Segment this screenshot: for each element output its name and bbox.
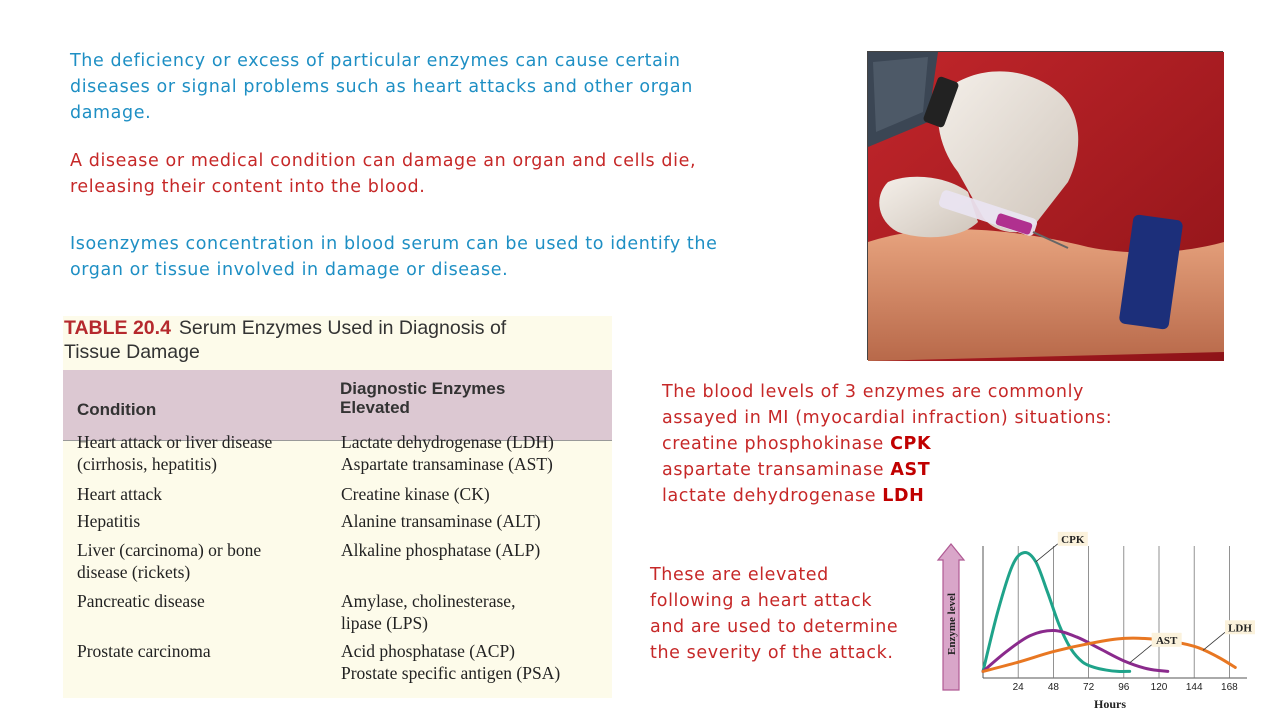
series-label-ldh: LDH bbox=[1228, 622, 1252, 635]
cell-line: Liver (carcinoma) or bone bbox=[77, 540, 262, 560]
cell-line: Lactate dehydrogenase (LDH) bbox=[341, 432, 554, 452]
enzymes-cell bbox=[341, 431, 611, 475]
text-line: and are used to determine bbox=[650, 617, 899, 637]
text-line: damage. bbox=[70, 103, 152, 123]
condition-cell: Heart attack bbox=[77, 484, 163, 504]
enzyme-level-chart bbox=[935, 533, 1265, 715]
cell-line: disease (rickets) bbox=[77, 562, 191, 582]
enzyme-line-ast bbox=[662, 457, 1182, 483]
x-tick-label: 48 bbox=[1047, 682, 1059, 693]
enzyme-abbr: AST bbox=[890, 460, 931, 480]
chart-series bbox=[983, 553, 1235, 672]
blood-draw-photo bbox=[867, 51, 1223, 360]
condition-cell: Prostate carcinoma bbox=[77, 641, 211, 661]
enzymes-cell bbox=[341, 590, 611, 634]
enzyme-line-ldh bbox=[662, 483, 1182, 509]
table-title-line2: Tissue Damage bbox=[64, 341, 200, 363]
cell-line: Prostate specific antigen (PSA) bbox=[341, 663, 561, 683]
enzymes-cell: Alkaline phosphatase (ALP) bbox=[341, 540, 541, 560]
elevated-paragraph bbox=[650, 562, 940, 666]
x-tick-label: 96 bbox=[1118, 682, 1130, 693]
text-line: These are elevated bbox=[650, 565, 829, 585]
x-tick-label: 24 bbox=[1012, 682, 1024, 693]
enzyme-abbr: CPK bbox=[890, 434, 932, 454]
series-leader-line bbox=[1036, 544, 1058, 562]
header-enzymes-line2: Elevated bbox=[340, 398, 410, 417]
table-title-line1: Serum Enzymes Used in Diagnosis of bbox=[178, 317, 507, 339]
x-tick-label: 120 bbox=[1150, 682, 1168, 693]
y-axis-label: Enzyme level bbox=[946, 592, 958, 656]
x-tick-label: 168 bbox=[1221, 682, 1238, 693]
enzyme-name: lactate dehydrogenase bbox=[662, 486, 877, 506]
text-line: assayed in MI (myocardial infraction) situations: bbox=[662, 408, 1113, 428]
table-number: TABLE 20.4 bbox=[64, 317, 171, 339]
condition-cell: Hepatitis bbox=[77, 511, 141, 531]
x-tick-label: 144 bbox=[1185, 682, 1203, 693]
enzymes-cell: Alanine transaminase (ALT) bbox=[341, 511, 541, 531]
text-line: releasing their content into the blood. bbox=[70, 177, 426, 197]
text-line: The deficiency or excess of particular enzymes can cause certain bbox=[70, 51, 681, 71]
cell-line: (cirrhosis, hepatitis) bbox=[77, 454, 217, 474]
text-line: organ or tissue involved in damage or disease. bbox=[70, 260, 509, 280]
cell-line: lipase (LPS) bbox=[341, 613, 429, 633]
enzymes-cell: Creatine kinase (CK) bbox=[341, 484, 490, 504]
text-line: diseases or signal problems such as heart attacks and other organ bbox=[70, 77, 693, 97]
header-enzymes bbox=[340, 379, 560, 417]
text-line: Isoenzymes concentration in blood serum can be used to identify the bbox=[70, 234, 718, 254]
deficiency-paragraph bbox=[70, 48, 790, 126]
disease-paragraph bbox=[70, 148, 790, 200]
enzyme-abbr: LDH bbox=[882, 486, 925, 506]
cell-line: Aspartate transaminase (AST) bbox=[341, 454, 553, 474]
enzyme-line-cpk bbox=[662, 431, 1182, 457]
cell-line: Amylase, cholinesterase, bbox=[341, 591, 516, 611]
mi-enzymes-paragraph bbox=[662, 379, 1182, 509]
condition-cell bbox=[77, 539, 337, 583]
series-label-cpk: CPK bbox=[1061, 533, 1085, 546]
chart-x-ticks bbox=[1013, 682, 1239, 693]
enzyme-name: creatine phosphokinase bbox=[662, 434, 884, 454]
text-line: the severity of the attack. bbox=[650, 643, 894, 663]
table-title bbox=[64, 316, 506, 364]
header-condition: Condition bbox=[77, 400, 157, 419]
condition-cell bbox=[77, 431, 337, 475]
condition-cell: Pancreatic disease bbox=[77, 591, 205, 611]
header-enzymes-line1: Diagnostic Enzymes bbox=[340, 379, 506, 398]
blood-draw-illustration bbox=[868, 52, 1224, 361]
text-line: The blood levels of 3 enzymes are commonly bbox=[662, 382, 1084, 402]
enzymes-cell bbox=[341, 640, 611, 684]
text-line: A disease or medical condition can damage an organ and cells die, bbox=[70, 151, 697, 171]
cell-line: Heart attack or liver disease bbox=[77, 432, 273, 452]
series-label-ast: AST bbox=[1155, 634, 1178, 647]
series-leader-line bbox=[1130, 645, 1152, 663]
x-tick-label: 72 bbox=[1083, 682, 1095, 693]
x-axis-label: Hours bbox=[1093, 697, 1127, 711]
series-leader-line bbox=[1203, 632, 1225, 650]
enzyme-name: aspartate transaminase bbox=[662, 460, 885, 480]
isoenzymes-paragraph bbox=[70, 231, 810, 283]
cell-line: Acid phosphatase (ACP) bbox=[341, 641, 516, 661]
serum-enzymes-table bbox=[63, 316, 612, 698]
text-line: following a heart attack bbox=[650, 591, 873, 611]
